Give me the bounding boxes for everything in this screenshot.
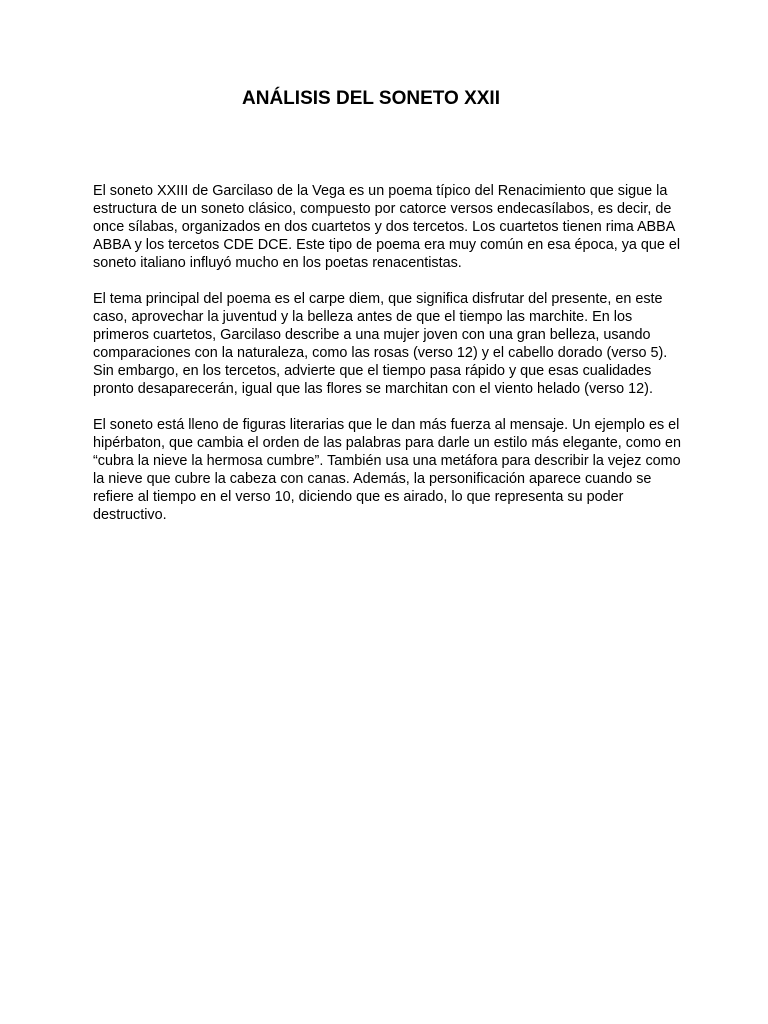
paragraph-line: comparaciones con la naturaleza, como las rosas (verso 12) y el cabello dorado (verso 5). xyxy=(93,345,668,361)
paragraph-line: primeros cuartetos, Garcilaso describe a una mujer joven con una gran belleza, usando xyxy=(93,327,651,343)
paragraph-line: destructivo. xyxy=(93,507,167,523)
paragraph-line: soneto italiano influyó mucho en los poetas renacentistas. xyxy=(93,255,462,271)
paragraph-line: “cubra la nieve la hermosa cumbre”. También usa una metáfora para describir la vejez como xyxy=(93,453,681,469)
paragraph-line: pronto desaparecerán, igual que las flores se marchitan con el viento helado (verso 12). xyxy=(93,381,653,397)
document-body xyxy=(93,182,683,542)
paragraph-structure xyxy=(93,182,683,272)
paragraph-line: estructura de un soneto clásico, compuesto por catorce versos endecasílabos, es decir, de xyxy=(93,201,672,217)
paragraph-line: ABBA y los tercetos CDE DCE. Este tipo de poema era muy común en esa época, ya que el xyxy=(93,237,681,253)
paragraph-theme xyxy=(93,290,683,398)
document-title: ANÁLISIS DEL SONETO XXII xyxy=(242,88,500,109)
paragraph-line: El tema principal del poema es el carpe diem, que significa disfrutar del presente, en este xyxy=(93,291,663,307)
paragraph-line: Sin embargo, en los tercetos, advierte que el tiempo pasa rápido y que esas cualidades xyxy=(93,363,652,379)
paragraph-line: hipérbaton, que cambia el orden de las palabras para darle un estilo más elegante, como en xyxy=(93,435,681,451)
paragraph-line: refiere al tiempo en el verso 10, diciendo que es airado, lo que representa su poder xyxy=(93,489,624,505)
paragraph-line: once sílabas, organizados en dos cuartetos y dos tercetos. Los cuartetos tienen rima ABBA xyxy=(93,219,676,235)
paragraph-line: caso, aprovechar la juventud y la belleza antes de que el tiempo las marchite. En los xyxy=(93,309,633,325)
paragraph-figures xyxy=(93,416,683,524)
paragraph-line: El soneto está lleno de figuras literarias que le dan más fuerza al mensaje. Un ejemplo es el xyxy=(93,417,680,433)
paragraph-line: la nieve que cubre la cabeza con canas. Además, la personificación aparece cuando se xyxy=(93,471,652,487)
paragraph-line: El soneto XXIII de Garcilaso de la Vega es un poema típico del Renacimiento que sigue la xyxy=(93,183,668,199)
